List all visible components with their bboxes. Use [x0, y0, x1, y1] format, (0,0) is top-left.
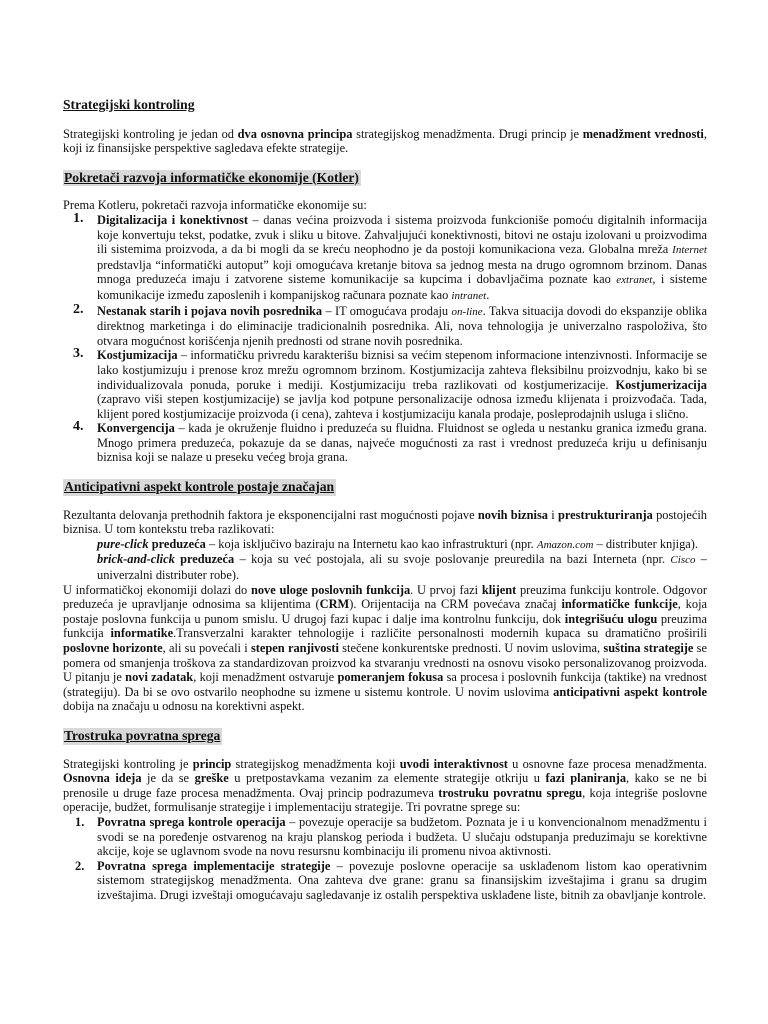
- list-number: 1.: [73, 210, 84, 226]
- list-item: [63, 421, 707, 465]
- text: – distributer knjiga).: [593, 536, 699, 551]
- bold-text: fazi planiranja: [545, 771, 627, 786]
- section-lead: Prema Kotleru, pokretači razvoja informatičke ekonomije su:: [63, 198, 367, 213]
- text: predstavlja “informatički autoput” koji omogućava kretanje bitova sa jednog mesta na drugo ogromnom brzinom. Danas mnoga preduzeća imaju i zatvorene sisteme komunikacije sa kupcima i dobavljačima poznate kao: [97, 257, 707, 287]
- text: (zapravo viši stepen kostjumizacije) se javlja kod potpune personalizacije odnosa između klijenata i proizvođača. Tada, klijent pored kostjumizacije proizvoda (i cena), zahteva i kostjumizaciju kanala prodaje, posleprodajnih usluga i slično.: [97, 392, 707, 421]
- section-heading: Trostruka povratna sprega: [64, 727, 221, 743]
- text: strategijskog menadžmenta koji: [231, 756, 400, 771]
- bold-text: Kostjumerizacija: [615, 377, 707, 392]
- numbered-list: [63, 815, 707, 903]
- italic-text: intranet: [451, 289, 487, 302]
- text: – informatičku privredu karakterišu biznisi sa većim stepenom informacione intenzivnosti. Informacije se lako kostjumizuju i prenose kroz mrežu ogromnom brzinom. Kostjumizacija zahteva fleksibilnu proizvodnju, kako bi se individualizovala ponuda, poruke i mediji. Kostjumizaciju treba razlikovati od kostjumerizacije.: [97, 348, 707, 392]
- bold-text: dva osnovna principa: [237, 126, 353, 141]
- bold-text: princip: [192, 756, 232, 771]
- text: ). Orijentacija na CRM povećava značaj: [349, 597, 562, 612]
- text: – danas većina proizvoda i sistema proizvoda funkcioniše pomoću digitalnih informacija koje konvertuju tekst, podatke, zvuk i sliku u bitove. Zahvaljujući konektivnosti, bitovi ne ostaju izolovani u proizvodima ili sistemima proizvoda, a da bi mogli da se kreću neophodno je da postoji komunikaciona veza. Globalna mreža: [97, 212, 708, 257]
- text: dobija na značaju u odnosu na korektivni aspekt.: [63, 699, 305, 714]
- list-number: 2.: [73, 301, 84, 317]
- text: se pomera od smanjenja troškova za standardizovan proizvod ka stvaranju vrednosti na osnovu visoko personalizovanog proizvoda. U pitanju je: [63, 641, 708, 685]
- list-item: [63, 210, 708, 304]
- text: , i sisteme komunikacije između zaposlenih i kompanijskog računara poznate kao: [97, 272, 707, 302]
- text: je da se: [141, 771, 195, 786]
- bold-text: klijent: [481, 582, 517, 597]
- list-item: [63, 537, 707, 553]
- section-heading: Pokretači razvoja informatičke ekonomije (Kotler): [64, 169, 359, 185]
- document-page: [63, 98, 707, 903]
- section-anticipativni: [63, 479, 707, 714]
- bold-text: novi zadatak: [125, 670, 194, 685]
- bold-text: Kostjumizacija: [97, 348, 178, 363]
- text: , koja postaje poslovna funkcija u punom smislu. U drugoj fazi kupac i dalje ima kontrolnu funkciju, dok: [63, 597, 708, 626]
- text: . U prvoj fazi: [410, 582, 482, 597]
- section-trostruka: [63, 728, 707, 903]
- text: Strategijski kontroling je: [63, 756, 193, 771]
- text: U informatičkoj ekonomiji dolazi do: [63, 582, 251, 597]
- text: u osnovne faze procesa menadžmenta.: [507, 756, 708, 771]
- bold-text: uvodi interaktivnost: [399, 756, 508, 771]
- text: stečene konkurentske prednosti. U novim uslovima,: [338, 641, 604, 655]
- bold-italic-text: pure-click: [97, 536, 149, 551]
- text: , koji menadžment ostvaruje: [193, 670, 338, 685]
- text: , ali su povećali i: [162, 641, 251, 655]
- text: sa procesa i poslovnih funkcija (taktike) na vrednost (strategiju). Da bi se ovo ostvarilo neophodne su izmene u sistemu kontrole. U novim uslovima: [63, 670, 707, 699]
- list-item: [63, 348, 707, 421]
- text: strategijskog menadžmenta. Drugi princip je: [352, 126, 583, 141]
- text: – koja isključivo baziraju na Internetu kao kao infrastrukturi (npr.: [205, 536, 537, 551]
- bold-text: menadžment vrednosti: [582, 126, 704, 141]
- body-paragraph: [63, 583, 707, 714]
- text: u pretpostavkama vezanim za elemente strategije otkriju u: [228, 771, 546, 786]
- bold-text: informatike: [110, 626, 174, 641]
- bold-text: suština strategije: [603, 641, 694, 655]
- bold-text: pomeranjem fokusa: [337, 670, 444, 685]
- text: .: [486, 287, 490, 302]
- list-item: [63, 552, 707, 582]
- italic-text: Cisco: [670, 554, 696, 567]
- bold-text: informatičke funkcije: [561, 597, 678, 612]
- bullet-list: [63, 537, 707, 583]
- text: – povezuje poslovne operacije sa usklađenom listom kao operativnim sistemom strategijskog menadžmenta. Ona zahteva dve grane: granu sa finansijskim izveštajima i granu sa drugim izveštajima. Drugi izveštaji omogućavaju sagledavanje iz ostalih perspektiva usklađene liste, bitnih za obavljanje kontrole.: [97, 858, 707, 902]
- text: preuzima funkciju kontrole. Odgovor preduzeća je upravljanje odnosima sa klijentima (: [63, 582, 707, 612]
- text: – povezuje operacije sa budžetom. Poznata je i u konvencionalnom menadžmentu i svodi se na poređenje ostvarenog na kraju planskog perioda i budžeta. U slučaju odstupanja preduzimaju se korektivne akcije, koje se uglavnom svode na novu resursnu kombinaciju ili promenu nivoa aktivnosti.: [97, 814, 707, 859]
- text: , koja integriše poslovne operacije, budžet, formulisanje strategije i implementaciju strategije. Tri povratne sprege su:: [63, 785, 707, 815]
- list-number: 2.: [75, 858, 85, 873]
- bold-text: trostruku povratnu spregu: [438, 785, 583, 800]
- list-number: 3.: [73, 346, 84, 362]
- text: i: [548, 507, 559, 522]
- bold-text: Digitalizacija i konektivnost: [97, 212, 248, 227]
- bold-text: poslovne horizonte: [63, 641, 163, 655]
- page-title: Strategijski kontroling: [63, 97, 195, 112]
- intro-paragraph: [63, 127, 707, 156]
- text: – univerzalni distributer robe).: [97, 552, 707, 583]
- text: Rezultanta delovanja prethodnih faktora je eksponencijalni rast mogućnosti pojave: [63, 507, 478, 522]
- text: preuzima funkcija: [63, 611, 707, 641]
- italic-text: Amazon.com: [536, 538, 594, 551]
- numbered-list: [63, 210, 708, 465]
- italic-text: on-line: [451, 305, 483, 318]
- bold-text: Konvergencija: [97, 421, 175, 436]
- bold-text: Povratna sprega kontrole operacija: [97, 814, 286, 829]
- text: , kako se ne bi prenosile u druge faze procesa menadžmenta. Ovaj princip podrazumeva: [63, 771, 707, 800]
- italic-text: Internet: [672, 244, 707, 257]
- list-number: 4.: [73, 419, 84, 435]
- list-item: [63, 859, 707, 903]
- list-number: 1.: [75, 814, 85, 829]
- text: .Transverzalni karakter tehnologije i različite personalnosti modernih kupaca su dramatično proširili: [173, 626, 707, 641]
- text: – koja su već postojala, ali su svoje poslovanje preuredila na bazi Interneta (npr.: [234, 552, 671, 567]
- text: Strategijski kontroling je jedan od: [63, 126, 238, 141]
- section-lead: [63, 508, 707, 537]
- bold-text: greške: [194, 771, 229, 786]
- bold-text: prestrukturiranja: [558, 507, 653, 522]
- bold-text: novih biznisa: [477, 507, 548, 522]
- italic-text: extranet: [616, 274, 653, 287]
- bold-text: integrišuću ulogu: [564, 611, 658, 626]
- list-item: [63, 815, 707, 859]
- bold-italic-text: brick-and-click: [97, 552, 175, 567]
- body-paragraph: [63, 757, 707, 815]
- section-kotler: [63, 170, 707, 465]
- bold-text: anticipativni aspekt kontrole: [553, 684, 707, 699]
- section-heading: Anticipativni aspekt kontrole postaje značajan: [64, 479, 335, 495]
- text: postojećih biznisa. U tom kontekstu treba razlikovati:: [63, 507, 707, 537]
- bold-text: preduzeća: [148, 536, 206, 551]
- list-item: [63, 301, 707, 349]
- bold-text: preduzeća: [174, 552, 235, 567]
- bold-text: Osnovna ideja: [63, 771, 142, 786]
- text: , koji iz finansijske perspektive sagledava efekte strategije.: [63, 126, 707, 156]
- bold-text: nove uloge poslovnih funkcija: [250, 582, 411, 597]
- bold-text: Povratna sprega implementacije strategije: [97, 858, 331, 873]
- bold-text: CRM: [319, 597, 350, 612]
- bold-text: stepen ranjivosti: [250, 641, 339, 655]
- bold-text: Nestanak starih i pojava novih posrednika: [97, 303, 323, 318]
- text: . Takva situacija dovodi do ekspanzije oblika direktnog marketinga i do eliminacije tradicionalnih posrednika. Ali, nova tehnologija je univerzalno raspoloživa, što otvara mogućnost korišćenja njenih prednosti od strane novih posrednika.: [97, 303, 707, 348]
- text: – kada je okruženje fluidno i preduzeća su fluidna. Fluidnost se ogleda u nestanku granica između grana. Mnogo primera preduzeća, pokazuje da se danas, najveće mogućnosti za rast i vrednost preduzeća kriju u definisanju biznisa koji se nalaze u preseku većeg broja grana.: [97, 421, 707, 465]
- text: – IT omogućava prodaju: [322, 303, 452, 318]
